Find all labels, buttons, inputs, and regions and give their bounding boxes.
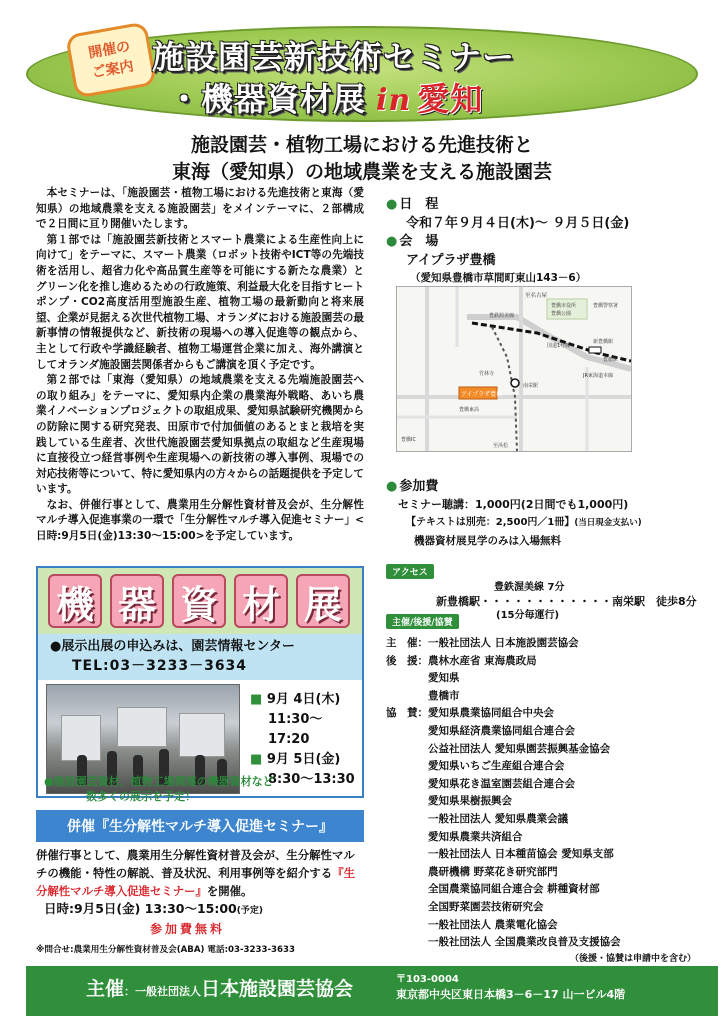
svg-text:豊鉄渥美線: 豊鉄渥美線	[489, 313, 515, 319]
mulch-seminar-bar: 併催『生分解性マルチ導入促進セミナー』	[36, 810, 364, 842]
sponsor-row	[386, 688, 716, 706]
bullet-icon: ●	[386, 234, 398, 249]
square-bullet-icon: ■	[250, 692, 263, 707]
expo-day2: ■ 9月 5日(金)	[250, 752, 341, 767]
fee-heading: ● 参加費	[386, 479, 439, 494]
sponsor-role	[386, 934, 428, 952]
sponsor-role: 協 賛：	[386, 707, 428, 720]
svg-text:至浜松: 至浜松	[493, 443, 509, 449]
sponsor-role	[386, 723, 428, 741]
expo-tel: TEL:03－3233－3634	[72, 658, 248, 674]
expo-note: ●施設園芸資材、植物工場関連の機器資材など 数多くの展示を予定！	[44, 775, 274, 803]
square-bullet-icon: ■	[250, 752, 263, 767]
expo-box	[36, 566, 364, 798]
svg-text:新豊橋駅: 新豊橋駅	[593, 339, 614, 345]
sponsor-role	[386, 688, 428, 706]
subtitle-line1: 施設園芸・植物工場における先進技術と	[190, 134, 533, 156]
expo-apply-line: ●展示出展の申込みは、園芸情報センター	[50, 639, 295, 654]
title-in: in	[376, 83, 412, 118]
svg-text:至名古屋: 至名古屋	[525, 293, 548, 299]
access-frequency: (15分毎運行)	[496, 610, 560, 621]
expo-title	[38, 568, 362, 634]
sponsor-name: 一般社団法人 全国農業改良普及支援協会	[428, 936, 621, 949]
expo-title-char: 展	[296, 574, 350, 628]
sponsors-section	[386, 614, 716, 966]
sponsor-role	[386, 899, 428, 917]
expo-title-char: 資	[172, 574, 226, 628]
expo-day1: ■ 9月 4日(木)	[250, 692, 341, 707]
sponsor-row	[386, 758, 716, 776]
schedule-heading: ● 日 程	[386, 197, 439, 212]
expo-time2: 8:30～13:30	[268, 772, 355, 787]
sponsor-list	[386, 635, 716, 952]
sponsor-row	[386, 917, 716, 935]
bullet-icon: ●	[386, 197, 398, 212]
header	[26, 18, 704, 124]
sponsor-row	[386, 934, 716, 952]
sponsor-name: 愛知県花き温室園芸組合連合会	[428, 777, 575, 790]
sponsor-role	[386, 811, 428, 829]
access-route: 豊鉄渥美線 7分	[494, 582, 565, 593]
sponsor-name: 愛知県いちご生産組合連合会	[428, 760, 565, 773]
sponsor-row	[386, 829, 716, 847]
intro-paragraph: 第１部では「施設園芸新技術とスマート農業による生産性向上に向けて」をテーマに、スマート農業（ロボット技術やICT等の先端技術を活用し、超省力化や高品質生産等を可能にする新たな農業）とグリーン化を推し進めるための行政施策、利益最大化を目指すヒートポンプ・CO2高度活用型施設生産、植物工場の最新動向と将来展望、企業が見据える次世代植物工場、オランダにおける施設園芸の最新事情の情報提供など、新技術の現場への導入促進等の観点から、主として行政や学識経験者、植物工場運営企業に加え、海外講演としてオランダ施設園芸関係者からもご講演を頂く予定です。	[36, 233, 364, 371]
sponsors-tag: 主催/後援/協賛	[386, 614, 459, 629]
intro-paragraph: なお、併催行事として、農業用生分解性資材普及会が、生分解性マルチ導入促進事業の一環で「生分解性マルチ導入促進セミナー」<日時:9月5日(金)13:30～15:00>を予定しています。	[36, 498, 364, 543]
sponsor-name: 一般社団法人 日本施設園芸協会	[428, 637, 579, 649]
bullet-icon: ●	[386, 479, 398, 494]
title-line1: 施設園芸新技術セミナー	[152, 38, 516, 76]
sponsor-role	[386, 776, 428, 794]
sponsor-role: 主 催：	[386, 637, 428, 649]
expo-title-char: 材	[234, 574, 288, 628]
sponsor-row	[386, 881, 716, 899]
sponsor-role	[386, 741, 428, 759]
sponsor-role	[386, 881, 428, 899]
sponsor-name: 一般社団法人 愛知県農業会議	[428, 812, 569, 825]
sponsor-name: 愛知県	[428, 672, 460, 685]
sponsor-name: 愛知県農業協同組合中央会	[428, 707, 554, 720]
svg-text:豊橋警察署: 豊橋警察署	[593, 303, 619, 309]
mulch-seminar-time: 日時:9月5日(金) 13:30～15:00(予定)	[44, 901, 263, 916]
sponsor-name: 公益社団法人 愛知県園芸振興基金協会	[428, 742, 611, 755]
seminar-fee: セミナー聴講：1,000円(2日間でも1,000円)	[398, 498, 629, 511]
sponsor-row	[386, 635, 716, 653]
sponsor-name: 全国農業協同組合連合会 耕種資材部	[428, 883, 600, 896]
sponsor-row	[386, 776, 716, 794]
sponsor-row	[386, 864, 716, 882]
sponsor-role	[386, 917, 428, 935]
svg-text:豊橋東高: 豊橋東高	[459, 407, 480, 413]
svg-text:豊橋駅: 豊橋駅	[603, 357, 619, 363]
footer	[26, 966, 718, 1016]
footer-organizer: 主催：一般社団法人日本施設園芸協会	[86, 978, 354, 1000]
title-line2-a: ・機器資材展	[168, 80, 367, 118]
svg-text:JR東海道本線: JR東海道本線	[583, 373, 613, 379]
intro-paragraph: 第２部では「東海（愛知県）の地域農業を支える先端施設園芸への取り組み」をテーマに、愛知県内企業の農業海外戦略、あいち農業イノベーションプロジェクトの取組成果、愛知県試験研究機関からの防除に関する研究発表、田原市で付加価値のあるとまと栽培を実践している生産者、次世代施設園芸愛知県拠点の取組など生産現場に直接役立つ経営事例や生産現場への新技術の導入事例、現場での対応技術等について、特に愛知県内の方々からの話題提供を予定しています。	[36, 374, 364, 496]
sponsor-row	[386, 741, 716, 759]
sponsor-name: 一般社団法人 農業電化協会	[428, 918, 558, 931]
sponsors-note: （後援・協賛は申請中を含む）	[569, 953, 696, 964]
mulch-seminar-text: 併催行事として、農業用生分解性資材普及会が、生分解性マルチの機能・特性の解説、普及状況、利用事例等を紹介する『生分解性マルチ導入促進セミナー』を開催。	[36, 848, 355, 898]
sponsor-row	[386, 899, 716, 917]
subtitle	[0, 132, 724, 186]
sponsor-role	[386, 670, 428, 688]
mulch-seminar-contact: ※問合せ:農業用生分解性資材普及会(ABA) 電話:03-3233-3633	[36, 945, 295, 955]
event-info	[386, 196, 706, 286]
svg-text:豊橋IC: 豊橋IC	[401, 437, 416, 443]
fee-section	[386, 478, 716, 550]
expo-time1: 11:30～17:20	[268, 712, 323, 747]
sponsor-name: 愛知県農業共済組合	[428, 830, 523, 843]
svg-text:南栄駅: 南栄駅	[523, 383, 539, 389]
sponsor-row	[386, 793, 716, 811]
sponsor-role	[386, 793, 428, 811]
sponsor-name: 一般社団法人 日本種苗協会 愛知県支部	[428, 848, 614, 861]
sponsor-name: 農林水産省 東海農政局	[428, 654, 537, 667]
access-tag: アクセス	[386, 564, 434, 579]
sponsor-role	[386, 829, 428, 847]
expo-apply	[38, 634, 362, 680]
sponsor-role: 後 援：	[386, 654, 428, 667]
map-drawing	[397, 287, 631, 451]
svg-text:竹林寺: 竹林寺	[479, 371, 495, 377]
sponsor-row	[386, 846, 716, 864]
venue-name: アイプラザ豊橋	[406, 253, 496, 268]
schedule-dates: 令和７年９月４日(木)～ ９月５日(金)	[406, 216, 630, 231]
title-aichi: 愛知	[417, 80, 484, 118]
venue-heading: ● 会 場	[386, 234, 439, 249]
venue-map	[396, 286, 632, 452]
sponsor-row	[386, 723, 716, 741]
svg-text:国道1号線: 国道1号線	[547, 343, 571, 349]
sponsor-row	[386, 705, 716, 723]
sponsor-name: 豊橋市	[428, 689, 460, 702]
sponsor-role	[386, 758, 428, 776]
access-stations: 新豊橋駅・・・・・・・・・・・・南栄駅 徒歩8分	[436, 595, 697, 608]
svg-text:豊橋市役所: 豊橋市役所	[551, 303, 577, 309]
svg-text:豊橋公園: 豊橋公園	[551, 311, 572, 317]
subtitle-line2: 東海（愛知県）の地域農業を支える施設園芸	[171, 161, 552, 183]
sponsor-role	[386, 864, 428, 882]
sponsor-row	[386, 653, 716, 671]
expo-title-char: 器	[110, 574, 164, 628]
intro-paragraph: 本セミナーは、「施設園芸・植物工場における先進技術と東海（愛知県）の地域農業を支える施設園芸」をメインテーマに、２部構成で２日間に亘り開催いたします。	[36, 187, 364, 231]
sponsor-name: 愛知県果樹振興会	[428, 795, 512, 808]
sponsor-role	[386, 846, 428, 864]
badge-line1: 開催の	[87, 38, 132, 62]
sponsor-row	[386, 670, 716, 688]
map-label: アイプラザ豊橋	[461, 391, 503, 398]
text-fee: 【テキストは別売：2,500円／1冊】(当日現金支払い)	[406, 517, 642, 528]
expo-title-char: 機	[48, 574, 102, 628]
footer-address: 東京都中央区東日本橋3－6－17 山一ビル4階	[396, 988, 626, 1001]
expo-fee: 機器資材展見学のみは入場無料	[414, 535, 561, 547]
footer-zip: 〒103-0004	[396, 974, 459, 985]
sponsor-name: 愛知県経済農業協同組合連合会	[428, 724, 575, 737]
badge-line2: ご案内	[90, 58, 135, 82]
sponsor-name: 全国野菜園芸技術研究会	[428, 900, 544, 913]
intro-text	[36, 186, 364, 545]
sponsor-name: 農研機構 野菜花き研究部門	[428, 865, 558, 878]
sponsor-row	[386, 811, 716, 829]
venue-address: （愛知県豊橋市草間町東山143－6）	[410, 272, 587, 284]
title-line2	[168, 74, 483, 120]
mulch-seminar-fee: 参加費無料	[150, 922, 226, 936]
